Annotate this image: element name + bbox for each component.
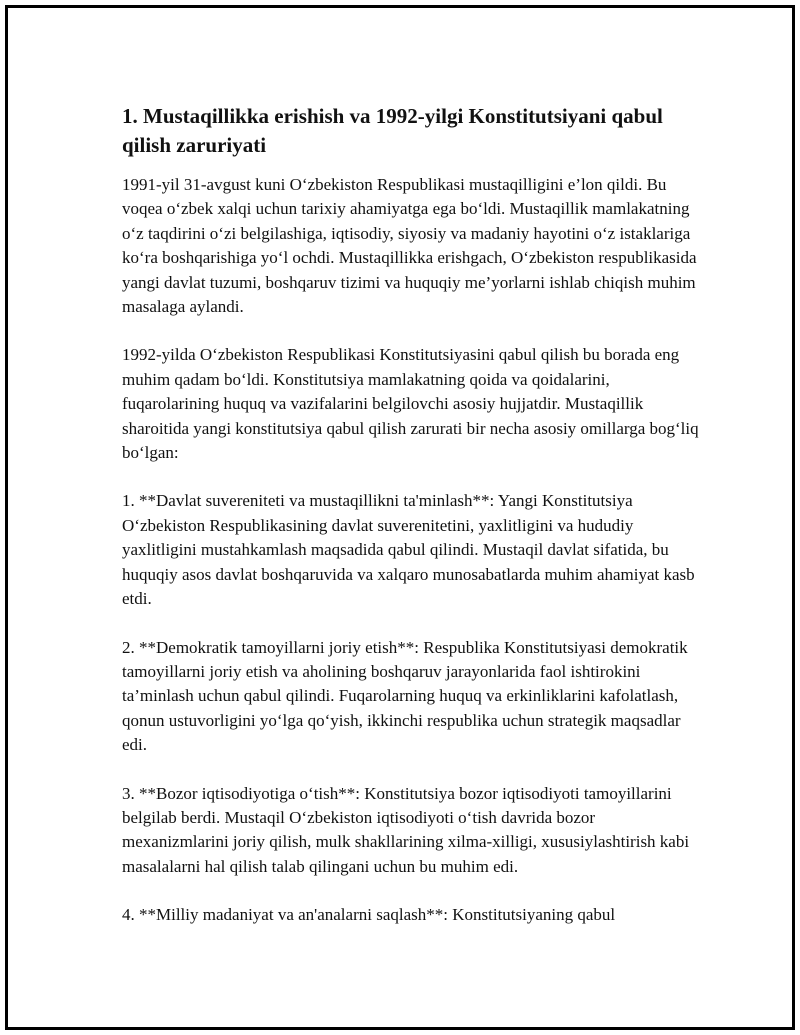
paragraph-constitution-1992: 1992-yilda O‘zbekiston Respublikasi Konstitutsiyasini qabul qilish bu borada eng muhim qadam bo‘ldi. Konstitutsiya mamlakatning qoida va qoidalarini, fuqarolarining huquq va vazifalarini belgilovchi asosiy hujjatdir. Mustaqillik sharoitida yangi konstitutsiya qabul qilish zarurati bir necha asosiy omillarga bog‘liq bo‘lgan: [122,345,699,463]
list-item-market-economy: 3. **Bozor iqtisodiyotiga o‘tish**: Konstitutsiya bozor iqtisodiyoti tamoyillarini belgilab berdi. Mustaqil O‘zbekiston iqtisodiyoti o‘tish davrida bozor mexanizmlarini joriy qilish, mulk shakllarining xilma-xilligi, xususiylashtirish kabi masalalarni hal qilish talab qilingani uchun bu muhim edi. [122,783,690,876]
list-item-national-culture: 4. **Milliy madaniyat va an'analarni saqlash**: Konstitutsiyaning qabul [122,905,616,925]
page-frame [5,5,795,1030]
list-item-sovereignty: 1. **Davlat suvereniteti va mustaqillikni ta'minlash**: Yangi Konstitutsiya O‘zbekiston Respublikasining davlat suverenitetini, yaxlitligini va hududiy yaxlitligini mustahkamlash maqsadida qabul qilindi. Mustaqil davlat sifatida, bu huquqiy asos davlat boshqaruvida va xalqaro munosabatlarda muhim ahamiyat kasb etdi. [122,491,695,609]
list-item-democracy: 2. **Demokratik tamoyillarni joriy etish**: Respublika Konstitutsiyasi demokratik tamoyillarni joriy etish va aholining boshqaruv jarayonlarida faol ishtirokini ta’minlash uchun qabul qilindi. Fuqarolarning huquq va erkinliklarini kafolatlash, qonun ustuvorligini yo‘lga qo‘yish, ikkinchi respublika uchun strategik maqsadlar edi. [122,637,688,755]
section-heading: 1. Mustaqillikka erishish va 1992-yilgi Konstitutsiyani qabul qilish zaruriyati [122,104,663,157]
document-body [122,102,702,952]
paragraph-independence: 1991-yil 31-avgust kuni O‘zbekiston Respublikasi mustaqilligini e’lon qildi. Bu voqea o‘zbek xalqi uchun tarixiy ahamiyatga ega bo‘ldi. Mustaqillik mamlakatning o‘z taqdirini o‘zi belgilashiga, iqtisodiy, siyosiy va madaniy hayotini o‘z istaklariga ko‘ra boshqarishiga yo‘l ochdi. Mustaqillikka erishgach, O‘zbekiston respublikasida yangi davlat tuzumi, boshqaruv tizimi va huquqiy me’yorlarni ishlab chiqish muhim masalaga aylandi. [122,175,697,317]
